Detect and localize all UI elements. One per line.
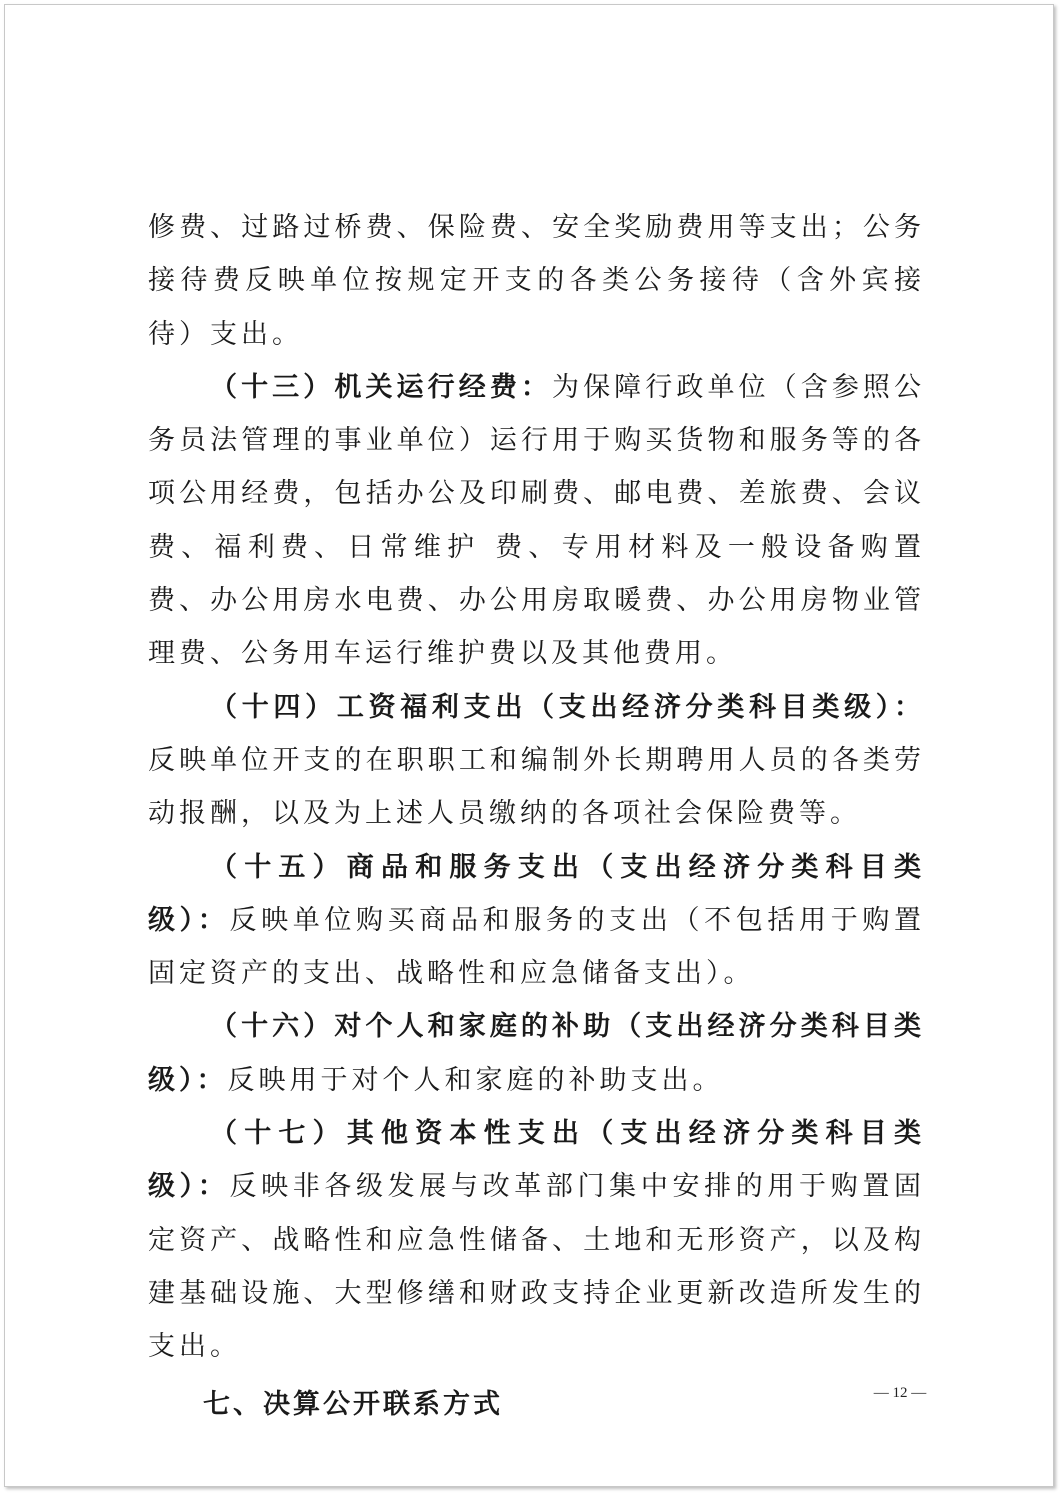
paragraph-text: 反映单位开支的在职职工和编制外长期聘用人员的各类劳动报酬，以及为上述人员缴纳的各项社会保险费等。: [148, 744, 925, 830]
paragraph-text: 修费、过路过桥费、保险费、安全奖励费用等支出；公务接待费反映单位按规定开支的各类公务接待（含外宾接待）支出。: [148, 212, 925, 350]
paragraph-continuation: [148, 201, 925, 361]
section-heading: 七、决算公开联系方式: [203, 1388, 503, 1420]
document-body: [148, 201, 925, 1431]
page: [4, 4, 1054, 1487]
paragraph-text: 为保障行政单位（含参照公务员法管理的事业单位）运行用于购买货物和服务等的各项公用经费，包括办公及印刷费、邮电费、差旅费、会议费、福利费、日常维护 费、专用材料及一般设备购置费、办公用房水电费、办公用房取暖费、办公用房物业管理费、公务用车运行维护费以及其他费用。: [148, 371, 925, 670]
paragraph-item-14: [148, 681, 925, 841]
paragraph-lead: （十四）工资福利支出（支出经济分类科目类级）：: [210, 691, 925, 723]
paragraph-lead: （十三）机关运行经费：: [210, 371, 552, 403]
paragraph-text: 反映用于对个人和家庭的补助支出。: [227, 1064, 724, 1096]
paragraph-lead: （十七）其他资本性支出（支出经济分类科目类级）：: [148, 1118, 925, 1203]
paragraph-item-15: [148, 841, 925, 1001]
paragraph-text: 反映单位购买商品和服务的支出（不包括用于购置固定资产的支出、战略性和应急储备支出）。: [148, 904, 925, 990]
paragraph-text: 反映非各级发展与改革部门集中安排的用于购置固定资产、战略性和应急性储备、土地和无形资产，以及构建基础设施、大型修缮和财政支持企业更新改造所发生的支出。: [148, 1171, 925, 1363]
paragraph-lead: （十六）对个人和家庭的补助（支出经济分类科目类级）：: [148, 1011, 925, 1096]
paragraph-item-16: [148, 1000, 925, 1107]
paragraph-lead: （十五）商品和服务支出（支出经济分类科目类级）：: [148, 851, 925, 936]
paragraph-item-17: [148, 1107, 925, 1373]
paragraph-item-13: [148, 361, 925, 681]
page-number: — 12 —: [873, 1385, 927, 1401]
